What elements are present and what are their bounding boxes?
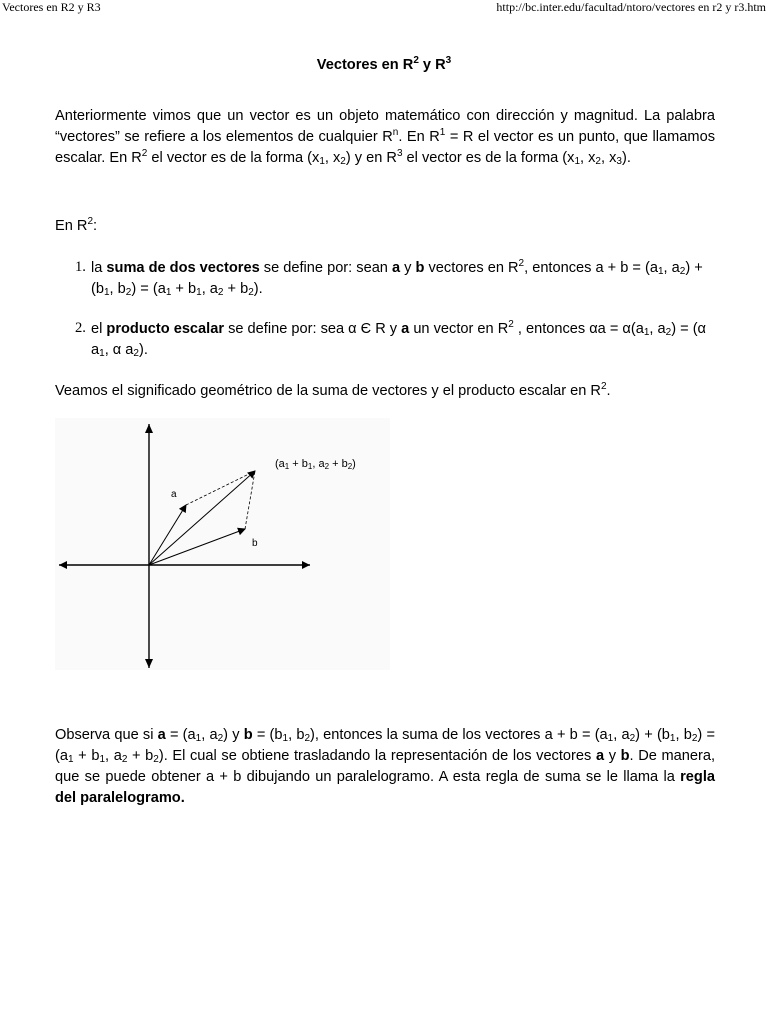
- item1-text: , entonces a + b = (a: [524, 260, 658, 276]
- observa-sub: 1: [607, 733, 614, 744]
- item2-sub: 1: [643, 327, 650, 338]
- observa-text: = (a: [165, 727, 196, 743]
- observa-text: + b: [73, 748, 100, 764]
- intro-sup-1: 1: [439, 127, 446, 138]
- observa-text: , a: [613, 727, 630, 743]
- item2-text: el: [91, 321, 107, 337]
- observa-text: ) = (a: [55, 727, 715, 764]
- observa-text: = (b: [252, 727, 283, 743]
- observa-sub: 1: [67, 754, 74, 765]
- item1-sub: 2: [248, 287, 254, 298]
- sum-label-text: ): [352, 458, 356, 470]
- intro-sub-5: 3: [616, 156, 622, 167]
- sum-label-text: , a: [312, 458, 325, 470]
- item2-bold: producto escalar: [106, 321, 225, 337]
- label-b: b: [252, 538, 258, 549]
- observa-text: ). El cual se obtiene trasladando la representación de los vectores: [158, 748, 596, 764]
- vector-diagram: [55, 418, 390, 670]
- intro-text-1: Anteriormente vimos que un vector es un objeto matemático con dirección y magnitud. La palabra “vectores” se refiere a los elementos de cualquier R: [55, 108, 715, 145]
- item1-sub: 1: [103, 287, 110, 298]
- item1-text: se define por: sean: [259, 260, 392, 276]
- item2-text: , entonces αa = α(a: [513, 321, 644, 337]
- intro-text-8: , x: [580, 150, 596, 166]
- sum-label-sub: 1: [307, 462, 313, 471]
- item2-text: , α a: [104, 342, 134, 358]
- title-mid: y R: [418, 57, 446, 73]
- item2-text: ) = (α a: [91, 321, 706, 358]
- veamos-paragraph: [55, 381, 715, 402]
- item1-sub: 1: [657, 266, 664, 277]
- item1-sup: 2: [518, 258, 525, 269]
- observa-sub: 1: [282, 733, 289, 744]
- observa-text: ) + (b: [635, 727, 670, 743]
- item2-bold-a: a: [401, 321, 410, 337]
- title-sup-3: 3: [445, 55, 452, 66]
- item2-sub: 2: [133, 348, 139, 359]
- observa-text: , a: [105, 748, 122, 764]
- item1-bold-a: a: [391, 260, 401, 276]
- observa-paragraph: [55, 725, 715, 809]
- veamos-text: Veamos el significado geométrico de la suma de vectores y el producto escalar en R: [55, 383, 601, 399]
- en-r2-sup: 2: [87, 216, 94, 227]
- item2-text: ).: [138, 342, 148, 358]
- intro-text-9: , x: [600, 150, 617, 166]
- observa-sub: 1: [195, 733, 202, 744]
- sum-label-sub: 1: [284, 462, 290, 471]
- intro-text-10: ).: [621, 150, 631, 166]
- en-r2-text: En R: [55, 218, 88, 234]
- label-a: a: [171, 489, 177, 500]
- intro-text-6: ) y en R: [345, 150, 397, 166]
- intro-sub-1: 1: [319, 156, 325, 167]
- item1-text: , a: [663, 260, 680, 276]
- veamos-sup: 2: [600, 381, 607, 392]
- item1-text: , b: [109, 281, 126, 297]
- intro-text-5: , x: [324, 150, 341, 166]
- item1-text: ).: [253, 281, 263, 297]
- intro-text-3: = R el vector es un punto, que llamamos escalar. En R: [55, 129, 715, 166]
- item2-text: , a: [649, 321, 666, 337]
- intro-sub-3: 1: [574, 156, 581, 167]
- item1-sub: 2: [125, 287, 132, 298]
- sum-label-text: + b: [329, 458, 348, 470]
- intro-text-2: . En R: [398, 129, 440, 145]
- observa-sub: 2: [629, 733, 636, 744]
- list-item-number: 1.: [75, 259, 86, 275]
- item1-bold-b: b: [415, 260, 425, 276]
- observa-text: , b: [675, 727, 692, 743]
- observa-text: ), entonces la suma de los vectores a + b = (a: [310, 727, 608, 743]
- observa-sub: 2: [304, 733, 311, 744]
- browser-header-title: Vectores en R2 y R3: [2, 0, 101, 14]
- observa-text: , a: [201, 727, 218, 743]
- observa-text: Observa que si: [55, 727, 158, 743]
- observa-text: + b: [127, 748, 154, 764]
- observa-sub: 2: [121, 754, 128, 765]
- intro-sub-2: 2: [340, 156, 346, 167]
- page-title: [0, 57, 768, 73]
- observa-bold-rule: regla del paralelogramo.: [55, 769, 715, 806]
- vector-sum-figure: [55, 418, 390, 670]
- item1-text: y: [400, 260, 416, 276]
- observa-sub: 1: [99, 754, 106, 765]
- observa-bold-b: b: [243, 727, 253, 743]
- observa-bold-a: a: [595, 748, 605, 764]
- item1-text: ) + (b: [91, 260, 703, 297]
- item1-text: + b: [171, 281, 197, 297]
- en-r2-colon: :: [93, 218, 98, 234]
- item1-sub: 1: [165, 287, 172, 298]
- list-item-number: 2.: [75, 320, 86, 336]
- list-item-body: [91, 258, 715, 300]
- item1-text: ) = (a: [131, 281, 166, 297]
- item1-sub: 2: [679, 266, 686, 277]
- intro-sup-n: n: [392, 127, 399, 138]
- observa-sub: 1: [669, 733, 676, 744]
- item1-text: vectores en R: [424, 260, 519, 276]
- item1-bold: suma de dos vectores: [106, 260, 260, 276]
- item2-sup: 2: [508, 319, 514, 330]
- list-item-body: [91, 319, 715, 361]
- item2-text: se define por: sea α Є R y: [224, 321, 402, 337]
- observa-bold-a: a: [157, 727, 166, 743]
- item1-sub: 1: [196, 287, 202, 298]
- intro-sup-3: 3: [396, 148, 403, 159]
- sum-label-text: + b: [289, 458, 308, 470]
- item1-text: , a: [201, 281, 218, 297]
- intro-text-7: el vector es de la forma (x: [402, 150, 575, 166]
- section-heading-en-r2: [55, 216, 715, 237]
- sum-label-sub: 2: [324, 462, 330, 471]
- sum-label-sub: 2: [347, 462, 353, 471]
- title-text: Vectores en R: [316, 57, 414, 73]
- intro-sup-2: 2: [141, 148, 148, 159]
- observa-text: , b: [288, 727, 305, 743]
- intro-sub-4: 2: [595, 156, 601, 167]
- intro-text-4: el vector es de la forma (x: [147, 150, 320, 166]
- title-sup-2: 2: [413, 55, 419, 66]
- item2-text: un vector en R: [409, 321, 509, 337]
- observa-sub: 2: [153, 754, 159, 765]
- item1-text: la: [91, 260, 107, 276]
- item2-sub: 2: [665, 327, 672, 338]
- observa-text: ) y: [223, 727, 244, 743]
- item1-sub: 2: [217, 287, 224, 298]
- observa-bold-b: b: [620, 748, 630, 764]
- observa-sub: 2: [691, 733, 698, 744]
- item1-text: + b: [223, 281, 249, 297]
- observa-text: . De manera, que se puede obtener a + b dibujando un paralelogramo. A esta regla de suma se le llama la: [55, 748, 716, 785]
- figure-background: [55, 418, 390, 670]
- browser-header-url: http://bc.inter.edu/facultad/ntoro/vectores en r2 y r3.htm: [496, 0, 766, 14]
- veamos-end: .: [606, 383, 611, 399]
- observa-text: y: [604, 748, 621, 764]
- item2-sub: 1: [99, 348, 105, 359]
- sum-label-text: (a: [275, 458, 285, 470]
- intro-paragraph: [55, 106, 715, 169]
- observa-sub: 2: [217, 733, 224, 744]
